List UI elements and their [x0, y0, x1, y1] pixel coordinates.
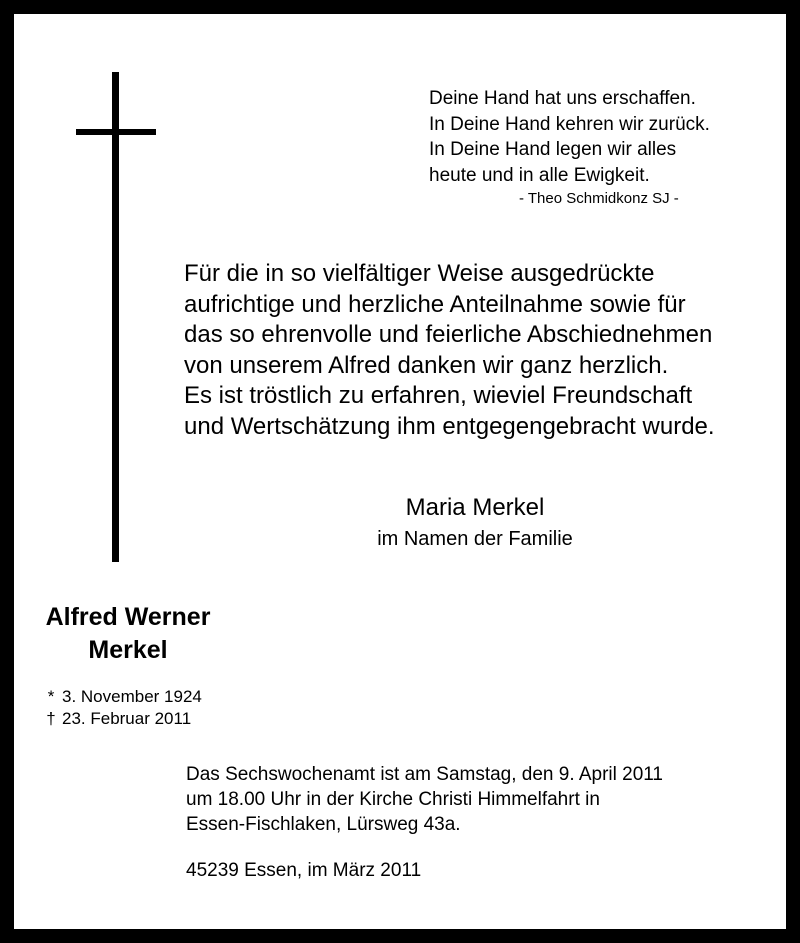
thanks-line: von unserem Alfred danken wir ganz herzlich. — [184, 351, 669, 379]
deceased-first-names: Alfred Werner — [45, 603, 211, 631]
poem-line: In Deine Hand legen wir alles — [429, 139, 677, 160]
thanks-text — [184, 259, 715, 442]
poem-author: - Theo Schmidkonz SJ - — [519, 190, 679, 207]
poem-line: Deine Hand hat uns erschaffen. — [429, 88, 696, 109]
signer-role: im Namen der Familie — [377, 528, 573, 550]
death-dagger-icon: † — [46, 709, 56, 728]
life-dates — [40, 686, 202, 730]
thanks-line: aufrichtige und herzliche Anteilnahme sowie für — [184, 290, 686, 318]
service-line: um 18.00 Uhr in der Kirche Christi Himmelfahrt in — [186, 789, 600, 810]
birth-star-icon: * — [47, 687, 55, 706]
signer-name: Maria Merkel — [405, 494, 545, 521]
thanks-line: Für die in so vielfältiger Weise ausgedrückte — [184, 260, 655, 287]
poem-line: In Deine Hand kehren wir zurück. — [429, 113, 710, 135]
deceased-name — [28, 601, 228, 667]
cross-horizontal-bar — [76, 129, 156, 135]
signature-block — [300, 492, 650, 554]
poem-line: heute und in alle Ewigkeit. — [429, 164, 650, 186]
thanks-line: und Wertschätzung ihm entgegengebracht wurde. — [184, 412, 715, 440]
death-date: 23. Februar 2011 — [62, 709, 192, 728]
birth-row — [40, 686, 202, 708]
place-and-date: 45239 Essen, im März 2011 — [186, 860, 422, 881]
service-line: Essen-Fischlaken, Lürsweg 43a. — [186, 814, 461, 835]
birth-date: 3. November 1924 — [62, 687, 202, 706]
deceased-last-name: Merkel — [88, 636, 168, 664]
poem-quote — [429, 86, 710, 210]
death-row — [40, 708, 202, 730]
cross-vertical-bar — [112, 72, 119, 562]
thanks-line: das so ehrenvolle und feierliche Abschiednehmen — [184, 321, 713, 348]
service-announcement — [186, 762, 663, 837]
service-line: Das Sechswochenamt ist am Samstag, den 9. April 2011 — [186, 764, 664, 785]
thanks-line: Es ist tröstlich zu erfahren, wieviel Freundschaft — [184, 382, 693, 409]
